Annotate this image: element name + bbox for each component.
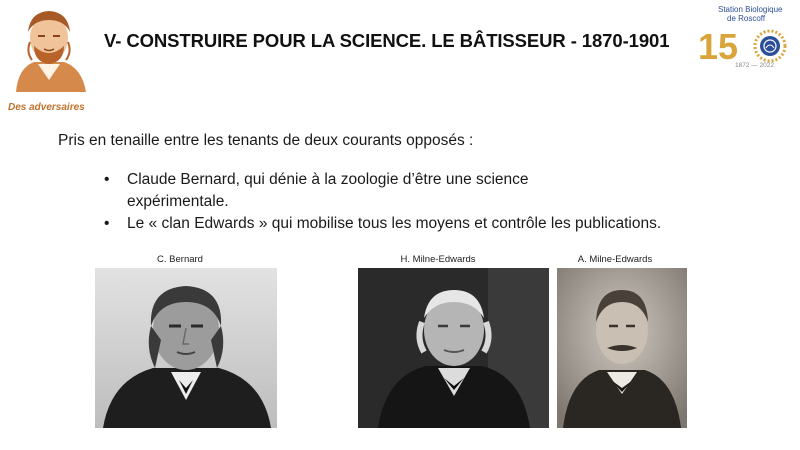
svg-text:1: 1	[698, 26, 719, 67]
logo-line-2: de Roscoff	[727, 14, 766, 23]
caption-a-milne-edwards: A. Milne-Edwards	[577, 254, 653, 265]
caption-bernard: C. Bernard	[157, 254, 203, 265]
slide-title: V- CONSTRUIRE POUR LA SCIENCE. LE BÂTISSEUR - 1870-1901	[104, 30, 670, 51]
bullet-1-line-2: expérimentale.	[127, 193, 229, 210]
bullet-2-text: Le « clan Edwards » qui mobilise tous les moyens et contrôle les publications.	[127, 215, 662, 232]
sunburst-150-icon	[698, 26, 785, 67]
bullet-icon: •	[104, 215, 110, 232]
photo-bernard	[95, 268, 277, 428]
logo-line-1: Station Biologique	[718, 5, 783, 14]
logo-years: 1872 — 2022	[735, 62, 775, 69]
section-label: Des adversaires	[8, 102, 85, 113]
bullet-1-line-1: Claude Bernard, qui dénie à la zoologie d’être une science	[127, 171, 529, 188]
bullet-icon: •	[104, 171, 110, 188]
caption-h-milne-edwards: H. Milne-Edwards	[400, 254, 476, 265]
photo-h-milne-edwards	[358, 268, 549, 428]
founder-portrait	[4, 2, 94, 96]
photo-a-milne-edwards	[557, 268, 687, 428]
intro-text: Pris en tenaille entre les tenants de deux courants opposés :	[58, 132, 474, 149]
svg-text:5: 5	[718, 26, 739, 67]
